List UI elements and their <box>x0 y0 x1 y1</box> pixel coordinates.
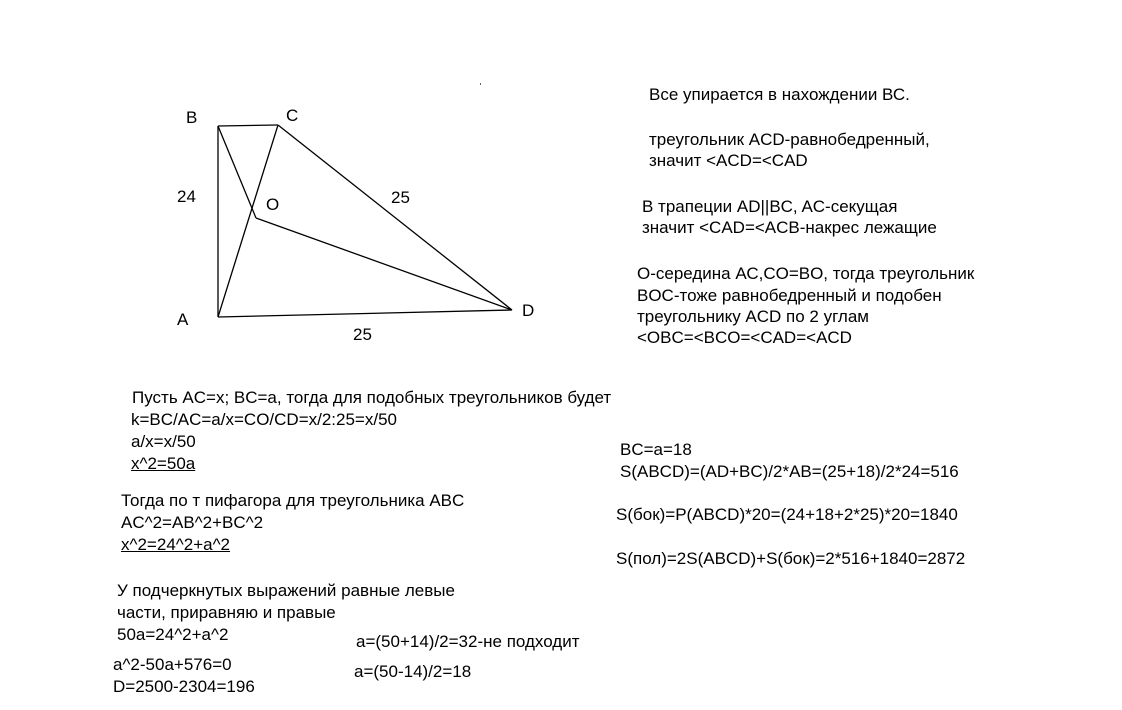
label-c: C <box>286 106 299 125</box>
note-midpoint-1: О-середина АС,CO=BO, тогда треугольник <box>637 264 975 283</box>
work-line-11: a^2-50a+576=0 <box>113 655 232 674</box>
segment-cd <box>278 125 512 310</box>
root-1: a=(50+14)/2=32-не подходит <box>356 632 580 651</box>
segment-ad <box>218 310 512 317</box>
work-line-7-underlined: x^2=24^2+a^2 <box>121 535 231 554</box>
work-line-3: a/x=x/50 <box>131 432 196 451</box>
length-ad: 25 <box>353 325 372 344</box>
segment-od <box>256 218 512 310</box>
label-o: O <box>266 195 280 214</box>
note-midpoint-2: BOC-тоже равнобедренный и подобен <box>637 286 942 305</box>
note-acd-isosceles-2: значит <ACD=<CAD <box>649 151 808 170</box>
result-area-abcd: S(ABCD)=(AD+BC)/2*AB=(25+18)/2*24=516 <box>620 462 959 481</box>
label-d: D <box>522 301 535 320</box>
work-line-6: AC^2=AB^2+BC^2 <box>121 513 264 532</box>
work-line-9: части, приравняю и правые <box>117 603 336 622</box>
result-bc: BC=a=18 <box>620 440 692 459</box>
label-a: A <box>177 310 189 329</box>
work-line-4-underlined: x^2=50a <box>131 454 196 473</box>
root-2: a=(50-14)/2=18 <box>354 662 472 681</box>
work-line-1: Пусть AC=x; BC=a, тогда для подобных треугольников будет <box>132 388 612 407</box>
note-parallel-2: значит <CAD=<ACB-накрес лежащие <box>642 218 937 237</box>
segment-bo <box>218 126 256 218</box>
segment-ac <box>218 125 278 317</box>
length-ab: 24 <box>177 187 196 206</box>
note-bc-key: Все упирается в нахождении ВС. <box>649 85 910 104</box>
note-midpoint-3: треугольнику ACD по 2 углам <box>637 307 869 326</box>
length-cd: 25 <box>391 188 410 207</box>
work-line-5: Тогда по т пифагора для треугольника ABC <box>121 491 465 510</box>
result-lateral-area: S(бок)=P(ABCD)*20=(24+18+2*25)*20=1840 <box>616 505 958 524</box>
label-b: B <box>186 108 198 127</box>
segment-bc <box>218 125 278 126</box>
work-line-2: k=BC/AC=a/x=CO/CD=x/2:25=x/50 <box>131 410 397 429</box>
work-line-12: D=2500-2304=196 <box>113 677 255 696</box>
note-acd-isosceles-1: треугольник ACD-равнобедренный, <box>649 130 930 149</box>
result-total-area: S(пол)=2S(ABCD)+S(бок)=2*516+1840=2872 <box>616 549 966 568</box>
work-line-8: У подчеркнутых выражений равные левые <box>117 581 455 600</box>
work-line-10: 50a=24^2+a^2 <box>117 625 229 644</box>
note-parallel-1: В трапеции AD||BC, AC-секущая <box>642 197 898 216</box>
note-midpoint-4: <OBC=<BCO=<CAD=<ACD <box>637 328 852 347</box>
